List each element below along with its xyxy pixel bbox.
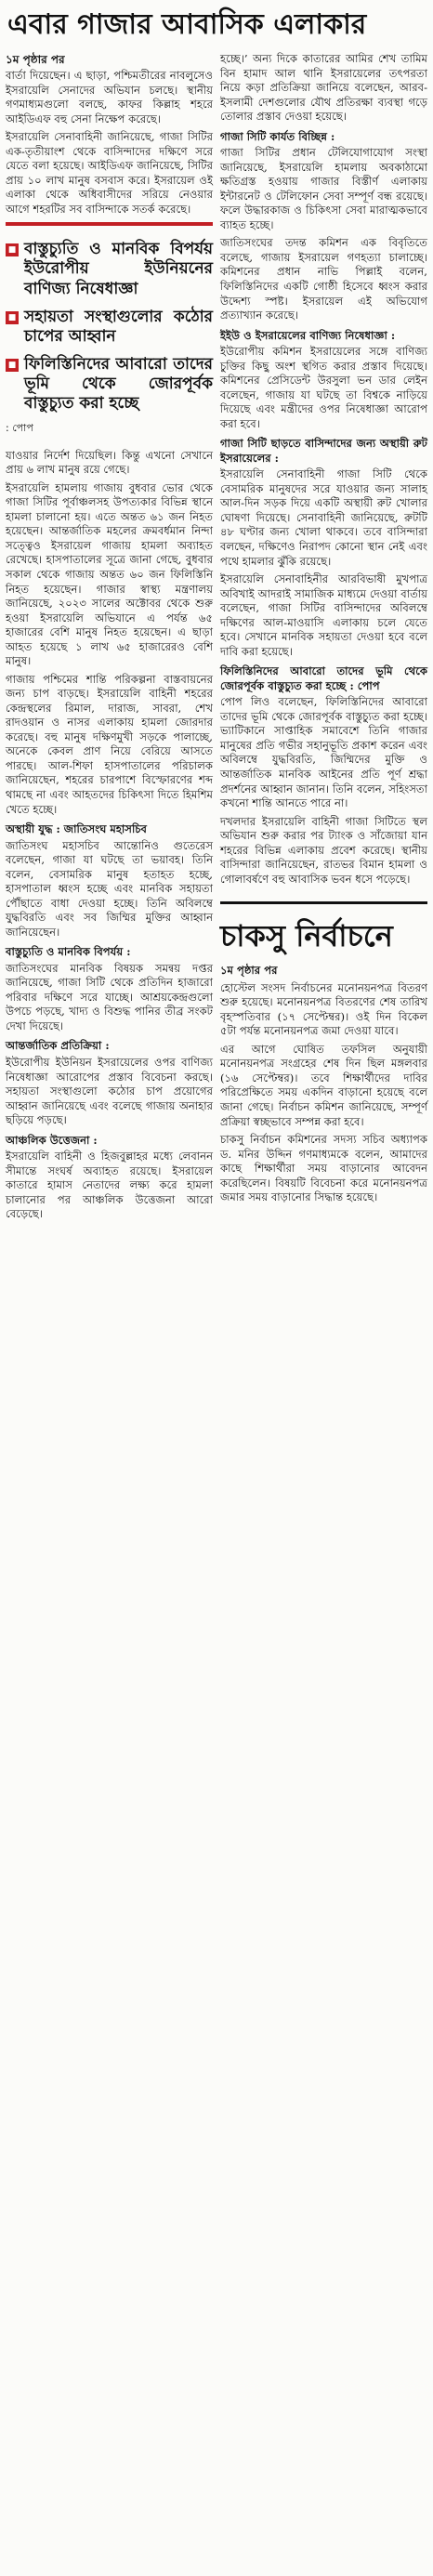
highlight-text: বাস্তুচ্যুতি ও মানবিক বিপর্যয় ইউরোপীয় ইউনিয়নের বাণিজ্য নিষেধাজ্ঞা bbox=[24, 240, 213, 298]
subheading: ফিলিস্তিনিদের আবারো তাদের ভূমি থেকে জোরপূর্বক বাস্তুচ্যুত করা হচ্ছে : পোপ bbox=[220, 664, 427, 692]
secondary-article-title: চাকসু নির্বাচনে bbox=[220, 901, 427, 954]
paragraph: জাতিসংঘের তদন্ত কমিশন এক বিবৃতিতে বলেছে, গাজায় ইসরায়েল গণহত্যা চালাচ্ছে। কমিশনের প্রধান নাভি পিল্লাই বলেন, ফিলিস্তিনিদের একটি গোষ্ঠী হিসেবে ধ্বংস করার উদ্দেশ্য স্পষ্ট। ইসরায়েল এই অভিযোগ প্রত্যাখ্যান করেছে। bbox=[220, 236, 427, 322]
paragraph: ইসরায়েলি হামলায় গাজায় বুধবার ভোর থেকে গাজা সিটির পূর্বাঞ্চলসহ উপত্যকার বিভিন্ন স্থানে হামলা চালানো হয়। এতে অন্তত ৬১ জন নিহত হয়েছেন। আন্তর্জাতিক মহলের ক্রমবর্ধমান নিন্দা সত্ত্বেও ইসরায়েল গাজায় হামলা অব্যাহত রেখেছে। হাসপাতালের সূত্রে জানা গেছে, বুধবার সকাল থেকে গাজায় অন্তত ৬০ জন ফিলিস্তিনি নিহত হয়েছেন। গাজার স্বাস্থ্য মন্ত্রণালয় জানিয়েছে, ২০২৩ সালের অক্টোবর থেকে শুরু হওয়া ইসরায়েলি অভিযানে এ পর্যন্ত ৬৫ হাজারের বেশি মানুষ নিহত হয়েছেন। এ ছাড়া আহত হয়েছে ১ লাখ ৬৫ হাজারেরও বেশি মানুষ। bbox=[6, 480, 213, 668]
square-bullet-icon: ■ bbox=[6, 311, 19, 324]
paragraph: গাজা সিটির প্রধান টেলিযোগাযোগ সংস্থা জানিয়েছে, ইসরায়েলি হামলায় অবকাঠামো ক্ষতিগ্রস্ত হওয়ায় গাজার বিস্তীর্ণ এলাকায় ইন্টারনেট ও টেলিফোন সেবা সম্পূর্ণ বন্ধ রয়েছে। ফলে উদ্ধারকাজ ও চিকিৎসা সেবা মারাত্মকভাবে ব্যাহত হচ্ছে। bbox=[220, 146, 427, 231]
paragraph: ইসরায়েলি বাহিনী ও হিজবুল্লাহর মধ্যে লেবানন সীমান্তে সংঘর্ষ অব্যাহত রয়েছে। ইসরায়েল কাতারে হামাস নেতাদের লক্ষ্য করে হামলা চালানোর পর আঞ্চলিক উত্তেজনা আরো বেড়েছে। bbox=[6, 1150, 213, 1221]
paragraph: এর আগে ঘোষিত তফসিল অনুযায়ী মনোনয়নপত্র সংগ্রহের শেষ দিন ছিল মঙ্গলবার (১৬ সেপ্টেম্বর)। তবে শিক্ষার্থীদের দাবির পরিপ্রেক্ষিতে সময় একদিন বাড়ানো হয়েছে বলে জানা গেছে। নির্বাচন কমিশন জানিয়েছে, সম্পূর্ণ প্রক্রিয়া স্বচ্ছভাবে সম্পন্ন করা হবে। bbox=[220, 1042, 427, 1128]
highlight-box bbox=[6, 222, 213, 442]
subheading: গাজা সিটি কার্যত বিচ্ছিন্ন : bbox=[220, 129, 335, 143]
paragraph: ইসরায়েলি সেনাবাহিনী জানিয়েছে, গাজা সিটির এক-তৃতীয়াংশ থেকে বাসিন্দাদের দক্ষিণে সরে যেতে বলা হয়েছে। আইডিএফ জানিয়েছে, সিটির প্রায় ১০ লাখ মানুষ বসবাস করে। ইসরায়েল ওই এলাকা থেকে অধিবাসীদের সরিয়ে নেওয়ার আগে শহরটির সব বাসিন্দাকে সতর্ক করেছে। bbox=[6, 130, 213, 216]
headline: এবার গাজার আবাসিক এলাকার bbox=[7, 8, 367, 41]
subheading: গাজা সিটি ছাড়তে বাসিন্দাদের জন্য অস্থায়ী রুট ইসরায়েলের : bbox=[220, 437, 427, 465]
paragraph: ইসরায়েলি সেনাবাহিনীর আরবিভাষী মুখপাত্র অবিখাই আদরাই সামাজিক মাধ্যমে দেওয়া বার্তায় বলেছেন, গাজা সিটির বাসিন্দাদের অবিলম্বে দক্ষিণের আল-মাওয়াসি এলাকায় চলে যেতে হবে। সেখানে মানবিক সহায়তা দেওয়া হবে বলে দাবি করা হয়েছে। bbox=[220, 572, 427, 658]
paragraph: হচ্ছে।’ অন্য দিকে কাতারের আমির শেখ তামিম বিন হামাদ আল থানি ইসরায়েলের তৎপরতা নিয়ে কড়া প্রতিক্রিয়া জানিয়ে বলেছেন, আরব-ইসলামী দেশগুলোর যৌথ প্রতিরক্ষা ব্যবস্থা গড়ে তোলার প্রস্তাব দেওয়া হয়েছে। bbox=[220, 52, 427, 124]
article-columns bbox=[6, 52, 427, 1226]
highlight-item bbox=[6, 240, 213, 298]
highlight-credit: : পোপ bbox=[6, 422, 33, 435]
column-right bbox=[220, 52, 427, 1209]
paragraph: হোস্টেল সংসদ নির্বাচনের মনোনয়নপত্র বিতরণ শুরু হয়েছে। মনোনয়নপত্র বিতরণের শেষ তারিখ বৃহস্পতিবার (১৭ সেপ্টেম্বর)। ওই দিন বিকেল ৫টা পর্যন্ত মনোনয়নপত্র জমা দেওয়া যাবে। bbox=[220, 980, 427, 1038]
continued-label: ১ম পৃষ্ঠার পর bbox=[220, 964, 278, 978]
paragraph: জাতিসংঘ মহাসচিব আন্তোনিও গুতেরেস বলেছেন, গাজা যা ঘটছে তা ভয়াবহ। তিনি বলেন, বেসামরিক মানুষ হতাহত হচ্ছে, হাসপাতাল ধ্বংস হচ্ছে এবং মানবিক সহায়তা পৌঁছাতে বাধা দেওয়া হচ্ছে। তিনি অবিলম্বে যুদ্ধবিরতি এবং সব জিম্মির মুক্তির আহ্বান জানিয়েছেন। bbox=[6, 838, 213, 939]
paragraph: চাকসু নির্বাচন কমিশনের সদস্য সচিব অধ্যাপক ড. মনির উদ্দিন গণমাধ্যমকে বলেন, আমাদের কাছে শিক্ষার্থীরা সময় বাড়ানোর আবেদন করেছিলেন। বিষয়টি বিবেচনা করে মনোনয়নপত্র জমার সময় বাড়ানোর সিদ্ধান্ত হয়েছে। bbox=[220, 1133, 427, 1204]
highlight-item bbox=[6, 355, 213, 414]
highlight-text: ফিলিস্তিনিদের আবারো তাদের ভূমি থেকে জোরপূর্বক বাস্তুচ্যুত করা হচ্ছে bbox=[24, 354, 213, 413]
paragraph: ইউরোপীয় ইউনিয়ন ইসরায়েলের ওপর বাণিজ্য নিষেধাজ্ঞা আরোপের প্রস্তাব বিবেচনা করছে। সহায়তা সংস্থাগুলো কঠোর চাপ প্রয়োগের আহ্বান জানিয়েছে এবং বলেছে গাজায় অনাহার ছড়িয়ে পড়ছে। bbox=[6, 1056, 213, 1127]
paragraph: যাওয়ার নির্দেশ দিয়েছিল। কিন্তু এখনো সেখানে প্রায় ৬ লাখ মানুষ রয়ে গেছে। bbox=[6, 448, 213, 477]
subheading: আন্তর্জাতিক প্রতিক্রিয়া : bbox=[6, 1039, 110, 1053]
paragraph: গাজায় পশ্চিমের শান্তি পরিকল্পনা বাস্তবায়নের জন্য চাপ বাড়ছে। ইসরায়েলি বাহিনী শহরের কেন্দ্রস্থলের রিমাল, দারাজ, সাবরা, শেখ রাদওয়ান ও নাসর এলাকায় হামলা জোরদার করেছে। বহু মানুষ দক্ষিণমুখী সড়কে পালাচ্ছে, অনেকে কেবল প্রাণ নিয়ে বেরিয়ে আসতে পারছে। আল-শিফা হাসপাতালের পরিচালক জানিয়েছেন, শহরের চারপাশে বিস্ফোরণের শব্দ থামছে না এবং আহতদের চিকিৎসা দিতে হিমশিম খেতে হচ্ছে। bbox=[6, 672, 213, 816]
paragraph: পোপ লিও বলেছেন, ফিলিস্তিনিদের আবারো তাদের ভূমি থেকে জোরপূর্বক বাস্তুচ্যুত করা হচ্ছে। ভ্যাটিকানে সাপ্তাহিক সমাবেশে তিনি গাজার মানুষের প্রতি গভীর সহানুভূতি প্রকাশ করেন এবং অবিলম্বে যুদ্ধবিরতি, জিম্মিদের মুক্তি ও আন্তর্জাতিক মানবিক আইনের প্রতি পূর্ণ শ্রদ্ধা প্রদর্শনের আহ্বান জানান। তিনি বলেন, সহিংসতা কখনো শান্তি আনতে পারে না। bbox=[220, 695, 427, 810]
subheading: ইইউ ও ইসরায়েলের বাণিজ্য নিষেধাজ্ঞা : bbox=[220, 328, 396, 342]
paragraph: বার্তা দিয়েছেন। এ ছাড়া, পশ্চিমতীরের নাবলুসেও ইসরায়েলি সেনাদের অভিযান চলছে। স্থানীয় গণমাধ্যমগুলো বলছে, কাফর কিল্লাহ শহরে আইডিএফ বহু সেনা নিক্ষেপ করেছে। bbox=[6, 69, 213, 125]
square-bullet-icon: ■ bbox=[6, 359, 19, 372]
square-bullet-icon: ■ bbox=[6, 243, 19, 256]
paragraph: দখলদার ইসরায়েলি বাহিনী গাজা সিটিতে স্থল অভিযান শুরু করার পর ট্যাংক ও সাঁজোয়া যান শহরের বিভিন্ন এলাকায় প্রবেশ করেছে। স্থানীয় বাসিন্দারা জানিয়েছেন, রাতভর বিমান হামলা ও গোলাবর্ষণে বহু আবাসিক ভবন ধসে পড়েছে। bbox=[220, 814, 427, 886]
subheading: আঞ্চলিক উত্তেজনা : bbox=[6, 1133, 98, 1147]
continued-label: ১ম পৃষ্ঠার পর bbox=[6, 53, 65, 66]
subheading: অস্থায়ী যুদ্ধ : জাতিসংঘ মহাসচিব bbox=[6, 822, 147, 836]
highlight-item bbox=[6, 308, 213, 347]
paragraph: জাতিসংঘের মানবিক বিষয়ক সমন্বয় দপ্তর জানিয়েছে, গাজা সিটি থেকে প্রতিদিন হাজারো পরিবার দক্ষিণে সরে যাচ্ছে। আশ্রয়কেন্দ্রগুলো উপচে পড়ছে, খাদ্য ও বিশুদ্ধ পানির তীব্র সংকট দেখা দিয়েছে। bbox=[6, 961, 213, 1032]
subheading: বাস্তুচ্যুতি ও মানবিক বিপর্যয় : bbox=[6, 945, 131, 959]
highlight-text: সহায়তা সংস্থাগুলোর কঠোর চাপের আহ্বান bbox=[24, 307, 213, 346]
paragraph: ইউরোপীয় কমিশন ইসরায়েলের সঙ্গে বাণিজ্য চুক্তির কিছু অংশ স্থগিত করার প্রস্তাব দিয়েছে। কমিশনের প্রেসিডেন্ট উরসুলা ভন ডার লেইন বলেছেন, গাজায় যা ঘটছে তা বিশ্বকে নাড়িয়ে দিয়েছে এবং মন্ত্রীদের ওপর নিষেধাজ্ঞা আরোপ করা হবে। bbox=[220, 345, 427, 430]
column-left bbox=[6, 52, 213, 1226]
paragraph: ইসরায়েলি সেনাবাহিনী গাজা সিটি থেকে বেসামরিক মানুষদের সরে যাওয়ার জন্য সালাহ আল-দিন সড়ক দিয়ে একটি অস্থায়ী রুট খোলার ঘোষণা দিয়েছে। সেনাবাহিনী জানিয়েছে, রুটটি ৪৮ ঘণ্টার জন্য খোলা থাকবে। তবে বাসিন্দারা বলছেন, দক্ষিণেও নিরাপদ কোনো স্থান নেই এবং পথে হামলার ঝুঁকি রয়েছে। bbox=[220, 467, 427, 568]
